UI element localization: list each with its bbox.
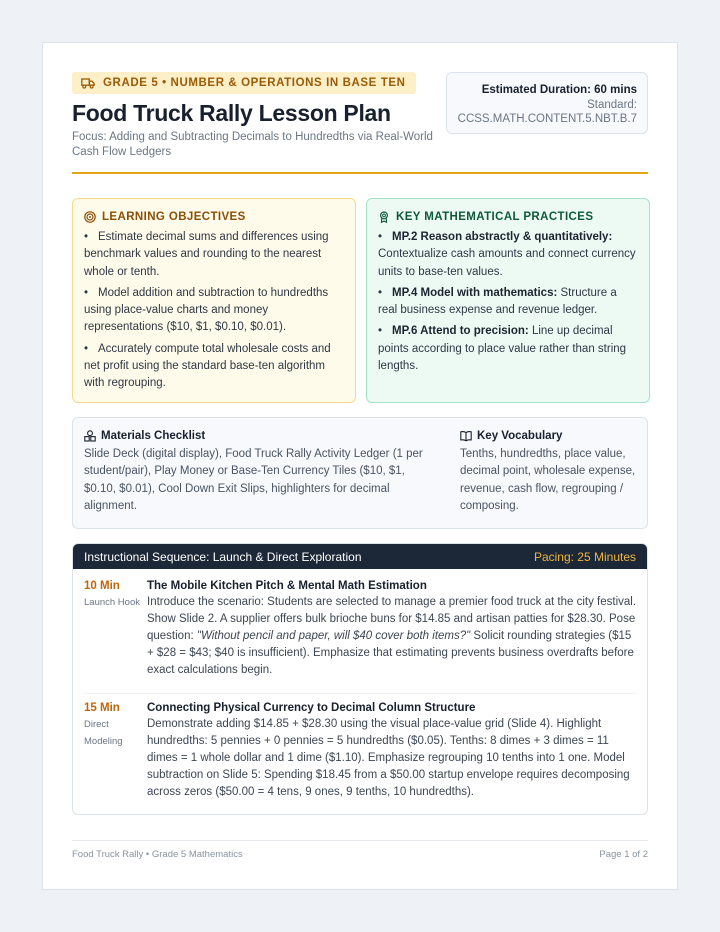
- materials-title: Materials Checklist: [101, 430, 206, 442]
- instructional-sequence: [72, 543, 648, 815]
- step-content: [147, 580, 636, 679]
- mathematical-practices-title: KEY MATHEMATICAL PRACTICES: [396, 211, 594, 223]
- standard-label: Standard:: [587, 98, 637, 111]
- step-description-text: Introduce the scenario: Students are selected to manage a premier food truck at the city festival. Show Slide 2. A supplier offers bulk brioche buns for $14.85 and artisan patties for $28.30. Pose question:: [147, 596, 637, 643]
- truck-icon: [81, 77, 95, 89]
- footer-divider: [72, 840, 648, 841]
- header-divider: [72, 172, 648, 174]
- step-timing: [84, 580, 144, 611]
- page-title: Food Truck Rally Lesson Plan: [72, 100, 391, 126]
- objective-item: • Accurately compute total wholesale costs and net profit using the standard base-ten algorithm with regrouping.: [84, 341, 344, 393]
- key-vocabulary: [460, 430, 640, 515]
- practices-list: [378, 229, 638, 375]
- target-icon: [84, 211, 96, 223]
- practice-item: [378, 285, 638, 320]
- materials-checklist: [84, 430, 436, 515]
- page-number: Page 1 of 2: [599, 849, 648, 860]
- sequence-pacing: Pacing: 25 Minutes: [533, 549, 636, 564]
- objective-item: • Model addition and subtraction to hundredths using place-value charts and money representations ($10, $1, $0.10, $0.01).: [84, 285, 344, 337]
- practice-text: Structure a real business expense and revenue ledger.: [378, 286, 617, 317]
- vocabulary-text: Tenths, hundredths, place value, decimal point, wholesale expense, revenue, cash flow, regrouping / composing.: [460, 448, 636, 512]
- practice-label: MP.6 Attend to precision:: [392, 325, 529, 338]
- materials-vocabulary-card: [72, 417, 648, 529]
- mathematical-practices-heading: [378, 211, 638, 223]
- step-heading: Connecting Physical Currency to Decimal Column Structure: [147, 702, 476, 714]
- learning-objectives-heading: [84, 211, 344, 223]
- step-description-text: Solicit rounding strategies ($15 + $28 = $43; $40 is insufficient). Emphasize that estimating prevents business overdrafts before exact calculations begin.: [147, 630, 634, 677]
- lesson-plan-page: [42, 42, 678, 890]
- grade-badge-label: GRADE 5 • NUMBER & OPERATIONS IN BASE TEN: [103, 77, 406, 89]
- learning-objectives-card: [72, 198, 356, 403]
- standard-code: CCSS.MATH.CONTENT.5.NBT.B.7: [457, 113, 637, 125]
- lesson-focus: Focus: Adding and Subtracting Decimals to Hundredths via Real-World Cash Flow Ledgers: [72, 131, 433, 158]
- step-phase: Direct Modeling: [84, 719, 123, 747]
- sequence-header-bar: [73, 544, 647, 569]
- objectives-list: [84, 229, 344, 393]
- grade-badge: [72, 72, 416, 94]
- step-minutes: 15 Min: [84, 702, 120, 714]
- practice-label: MP.2 Reason abstractly & quantitatively:: [392, 231, 613, 243]
- practice-text: Contextualize cash amounts and connect currency units to base-ten values.: [378, 248, 636, 278]
- step-description: [147, 594, 636, 679]
- step-question-quote: "Without pencil and paper, will $40 cover both items?": [196, 630, 471, 643]
- learning-objectives-title: LEARNING OBJECTIVES: [102, 211, 246, 223]
- estimated-duration: Estimated Duration: 60 mins: [481, 84, 637, 96]
- practice-text: Line up decimal points according to place value rather than string lengths.: [378, 325, 627, 373]
- shapes-icon: [84, 430, 96, 442]
- lesson-meta-card: [446, 72, 648, 134]
- step-divider: [84, 693, 636, 694]
- step-content: [147, 702, 636, 801]
- practice-item: [378, 323, 638, 375]
- step-minutes: 10 Min: [84, 580, 120, 592]
- vocabulary-heading: [460, 430, 640, 442]
- practice-item: [378, 229, 638, 281]
- step-heading: The Mobile Kitchen Pitch & Mental Math Estimation: [147, 580, 427, 592]
- practice-label: MP.4 Model with mathematics:: [392, 286, 558, 299]
- step-description: Demonstrate adding $14.85 + $28.30 using the visual place-value grid (Slide 4). Highlight hundredths: 5 pennies + 0 pennies = 5 hundredths ($0.05). Tenths: 8 dimes + 3 dimes = 11 dimes = 1 whole dollar and 1 dime ($1.10). Emphasize regrouping 10 tenths into 1 one. Model subtraction on Slide 5: Spending $18.45 from a $50.00 startup envelope requires decomposing across zeros ($50.00 = 4 tens, 9 ones, 9 tenths, 10 hundredths).: [147, 718, 630, 799]
- sequence-title: Instructional Sequence: Launch & Direct Exploration: [84, 549, 362, 564]
- book-icon: [460, 430, 472, 442]
- mathematical-practices-card: [366, 198, 650, 403]
- vocabulary-title: Key Vocabulary: [477, 430, 563, 442]
- step-timing: [84, 702, 144, 750]
- objective-item: • Estimate decimal sums and differences using benchmark values and rounding to the nearest whole or tenth.: [84, 229, 344, 281]
- materials-text: Slide Deck (digital display), Food Truck Rally Activity Ledger (1 per student/pair), Play Money or Base-Ten Currency Tiles ($10, $1, $0.10, $0.01), Cool Down Exit Slips, highlighters for decimal alignment.: [84, 448, 423, 512]
- step-phase: Launch Hook: [84, 597, 140, 608]
- footer-course-label: Food Truck Rally • Grade 5 Mathematics: [72, 849, 243, 860]
- materials-heading: [84, 430, 436, 442]
- award-icon: [378, 211, 390, 223]
